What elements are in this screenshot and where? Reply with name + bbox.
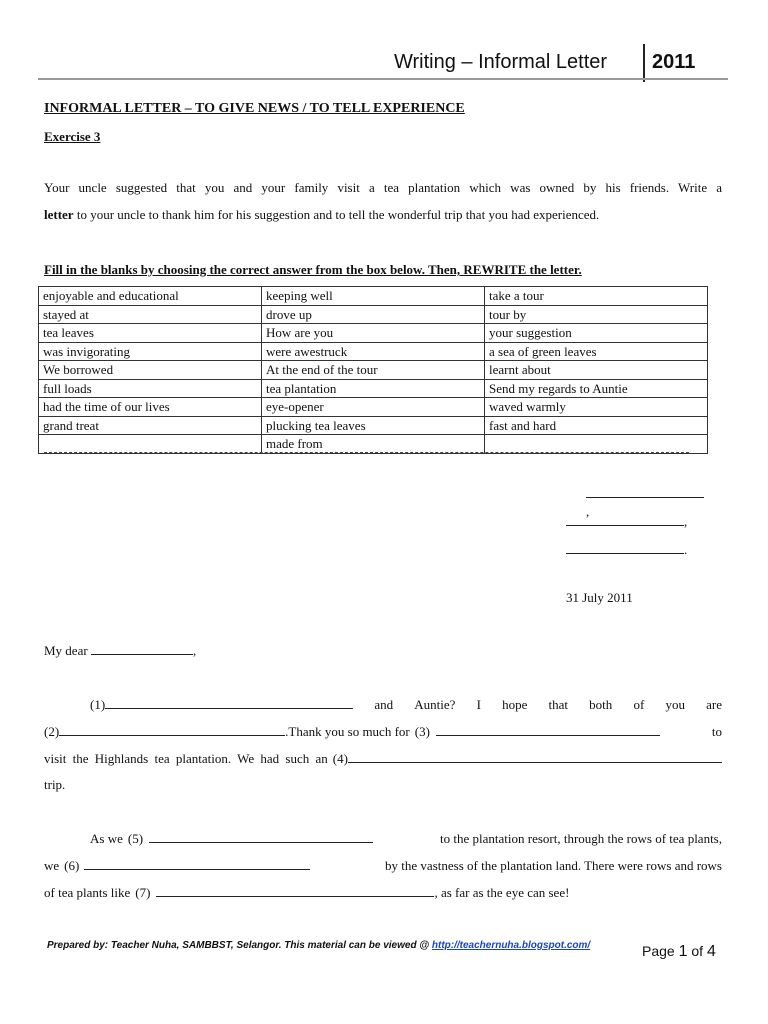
blank-7[interactable] <box>156 884 434 897</box>
word-box-cell: waved warmly <box>485 398 708 417</box>
exercise-label: Exercise 3 <box>44 129 101 144</box>
salutation-comma: , <box>192 643 197 658</box>
word-box-row <box>39 342 708 361</box>
p1-line-2 <box>44 723 722 740</box>
blank-5-label: (5) <box>127 831 144 846</box>
blank-1-label: (1) <box>90 697 106 712</box>
header-rule <box>38 78 728 80</box>
word-box-cell: tea plantation <box>262 379 485 398</box>
blank-1[interactable] <box>105 696 353 709</box>
blank-2[interactable] <box>59 723 285 736</box>
word-box-cell: made from <box>262 435 485 454</box>
p2-text-5: of tea plants like <box>44 885 131 900</box>
address-blank-1[interactable] <box>586 485 704 498</box>
p2-line-1 <box>44 830 722 847</box>
word-box-cell: fast and hard <box>485 416 708 435</box>
word-box-cell: enjoyable and educational <box>39 287 262 306</box>
blank-2-label: (2) <box>44 724 60 739</box>
page-label: Page <box>642 943 675 959</box>
blank-7-label: (7) <box>135 885 151 900</box>
word-box-cell: keeping well <box>262 287 485 306</box>
p1-word: and <box>374 697 394 712</box>
address-punct-1: , <box>586 504 590 519</box>
p2-text-6: , as far as the eye can see! <box>434 885 570 900</box>
letter-date: 31 July 2011 <box>566 590 633 605</box>
word-box-cell: tour by <box>485 305 708 324</box>
p2-text-3: we <box>44 858 60 873</box>
p1-text-2: .Thank you so much for <box>285 724 410 739</box>
word-box-cell: grand treat <box>39 416 262 435</box>
prompt-line-2-rest: to your uncle to thank him for his suggestion and to tell the wonderful trip that you had experienced. <box>73 207 600 222</box>
page-number <box>642 943 716 961</box>
instruction: Fill in the blanks by choosing the correct answer from the box below. Then, REWRITE the letter. <box>44 262 582 277</box>
page-current: 1 <box>678 943 688 960</box>
word-box-cell <box>39 435 262 454</box>
word-box-cell: was invigorating <box>39 342 262 361</box>
blank-6[interactable] <box>84 857 310 870</box>
word-box-cell: take a tour <box>485 287 708 306</box>
p1-word: of <box>633 697 645 712</box>
word-box-cell: full loads <box>39 379 262 398</box>
word-box-row <box>39 435 708 454</box>
word-box-row <box>39 398 708 417</box>
prompt-line-2 <box>44 207 722 223</box>
dashed-separator <box>44 452 689 453</box>
word-box-cell: tea leaves <box>39 324 262 343</box>
address-line-3 <box>566 541 687 559</box>
word-box-cell: plucking tea leaves <box>262 416 485 435</box>
address-blank-3[interactable] <box>566 541 684 554</box>
word-box-table <box>38 286 708 454</box>
word-box-cell <box>485 435 708 454</box>
p1-blank-1-wrap <box>44 696 353 713</box>
p1-word: Auntie? <box>414 697 456 712</box>
blank-3[interactable] <box>436 723 660 736</box>
page-total: 4 <box>706 943 716 960</box>
p2-text-2: to the plantation resort, through the rows of tea plants, <box>440 831 722 846</box>
blank-5[interactable] <box>149 830 373 843</box>
p2-line-2 <box>44 857 722 874</box>
prompt-line-1: Your uncle suggested that you and your family visit a tea plantation which was owned by his friends. Write a <box>44 180 722 195</box>
word-box-cell: your suggestion <box>485 324 708 343</box>
address-blank-2[interactable] <box>566 513 684 526</box>
footer-link[interactable]: http://teachernuha.blogspot.com/ <box>431 940 591 951</box>
word-box-cell: were awestruck <box>262 342 485 361</box>
p1-word: you <box>665 697 685 712</box>
word-box-cell: had the time of our lives <box>39 398 262 417</box>
p1-word: I <box>476 697 481 712</box>
blank-3-label: (3) <box>414 724 430 739</box>
p2-text-1: As we <box>90 831 123 846</box>
p1-line-1 <box>44 696 722 713</box>
p1-word: both <box>589 697 613 712</box>
salutation-blank[interactable] <box>91 642 193 655</box>
p1-line-4: trip. <box>44 777 66 792</box>
prompt-bold-word: letter <box>44 207 74 222</box>
p2-text-4: by the vastness of the plantation land. There were rows and rows <box>385 858 722 873</box>
p1-text-3: to <box>711 724 722 739</box>
word-box-cell: We borrowed <box>39 361 262 380</box>
page-of-label: of <box>691 943 704 959</box>
word-box-row <box>39 416 708 435</box>
blank-4[interactable] <box>348 750 722 763</box>
footer-note <box>47 940 590 951</box>
p1-line-3 <box>44 750 722 767</box>
p2-line-3 <box>44 884 722 901</box>
word-box-cell: a sea of green leaves <box>485 342 708 361</box>
footer-note-text: Prepared by: Teacher Nuha, SAMBBST, Selangor. This material can be viewed @ <box>47 940 430 951</box>
section-heading: INFORMAL LETTER – TO GIVE NEWS / TO TELL EXPERIENCE <box>44 101 465 116</box>
p1-text-4: visit the Highlands tea plantation. We had such an <box>44 751 328 766</box>
p1-word: that <box>548 697 569 712</box>
word-box-row <box>39 379 708 398</box>
word-box-row <box>39 305 708 324</box>
word-box-cell: How are you <box>262 324 485 343</box>
word-box-cell: drove up <box>262 305 485 324</box>
word-box-row <box>39 287 708 306</box>
p1-word: are <box>706 697 722 712</box>
word-box-cell: learnt about <box>485 361 708 380</box>
header-divider <box>643 44 645 82</box>
header-title: Writing – Informal Letter <box>394 51 608 73</box>
salutation <box>44 642 196 659</box>
address-punct-3: . <box>684 542 688 557</box>
word-box-cell: Send my regards to Auntie <box>485 379 708 398</box>
header-year: 2011 <box>652 51 696 73</box>
word-box-cell: stayed at <box>39 305 262 324</box>
word-box-row <box>39 361 708 380</box>
address-punct-2: , <box>684 514 688 529</box>
p1-word: hope <box>502 697 528 712</box>
blank-4-label: (4) <box>332 751 348 766</box>
word-box-cell: At the end of the tour <box>262 361 485 380</box>
address-line-2 <box>566 513 687 531</box>
blank-6-label: (6) <box>64 858 80 873</box>
salutation-text: My dear <box>44 643 88 658</box>
word-box-row <box>39 324 708 343</box>
word-box-cell: eye-opener <box>262 398 485 417</box>
